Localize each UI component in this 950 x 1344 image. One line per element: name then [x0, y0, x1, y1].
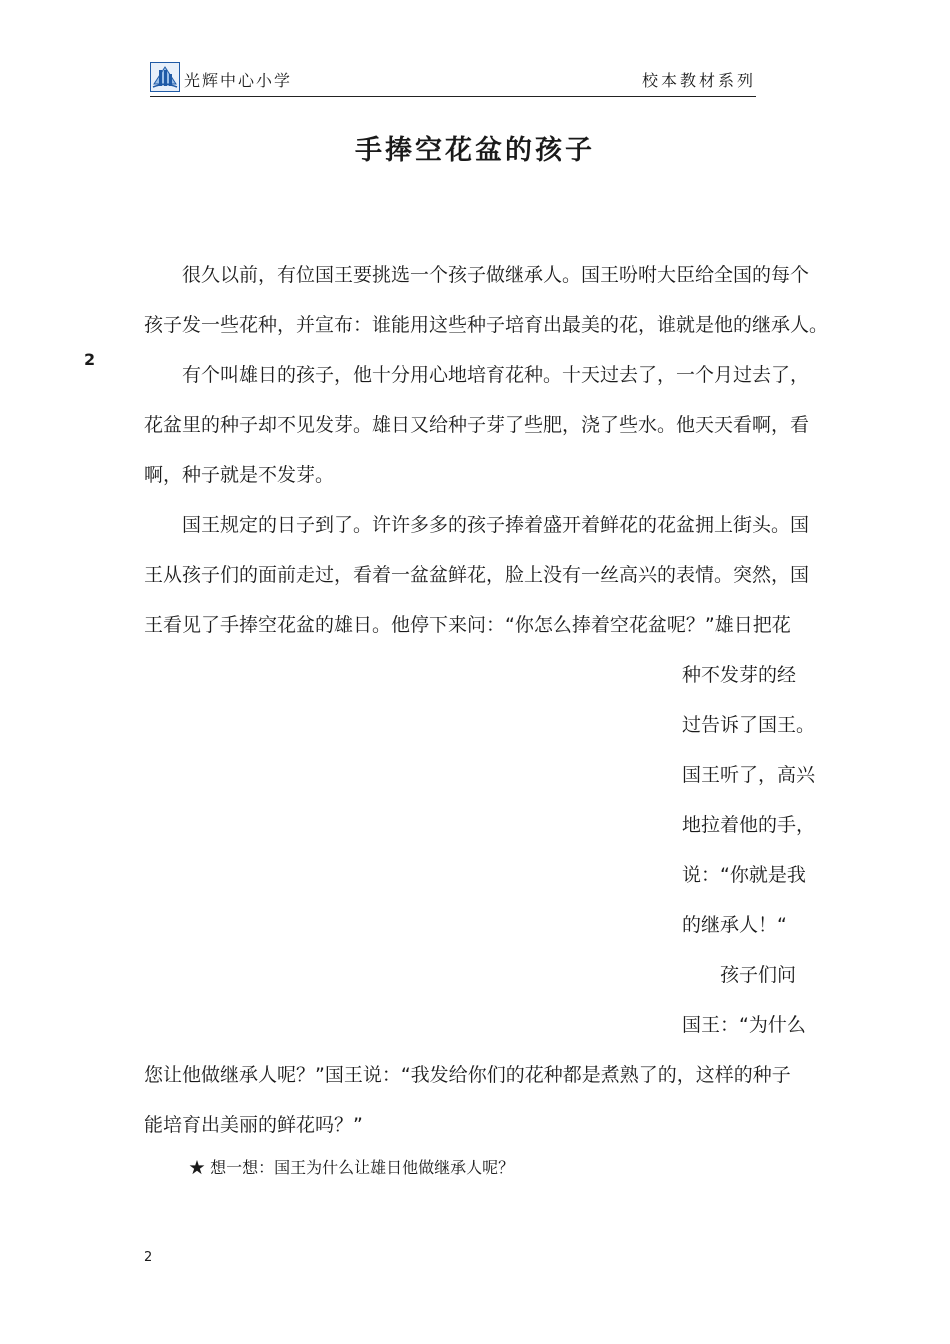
body-line: 能培育出美丽的鲜花吗？”	[144, 1114, 363, 1136]
body-line: 说：“你就是我	[682, 864, 806, 886]
body-line: 国王听了，高兴	[682, 764, 816, 786]
school-logo-icon	[150, 62, 180, 92]
series-label: 校本教材系列	[641, 71, 756, 90]
body-line: 有个叫雄日的孩子，他十分用心地培育花种。十天过去了，一个月过去了，	[182, 364, 810, 386]
school-name: 光辉中心小学	[184, 71, 293, 90]
body-line: 国王规定的日子到了。许许多多的孩子捧着盛开着鲜花的花盆拥上街头。国	[182, 514, 810, 536]
body-line: 过告诉了国王。	[682, 714, 816, 736]
page-number: 2	[144, 1250, 153, 1265]
think-prompt: ★ 想一想：国王为什么让雄日他做继承人呢？	[189, 1158, 515, 1177]
body-line: 很久以前，有位国王要挑选一个孩子做继承人。国王吩咐大臣给全国的每个	[182, 264, 810, 286]
body-line: 的继承人！“	[682, 914, 787, 936]
page-title: 手捧空花盆的孩子	[355, 135, 595, 166]
body-line: 王看见了手捧空花盆的雄日。他停下来问：“你怎么捧着空花盆呢？”雄日把花	[144, 614, 791, 636]
body-line: 地拉着他的手，	[682, 814, 816, 836]
body-line: 孩子发一些花种，并宣布：谁能用这些种子培育出最美的花，谁就是他的继承人。	[144, 314, 829, 336]
body-line: 花盆里的种子却不见发芽。雄日又给种子芽了些肥，浇了些水。他天天看啊，看	[144, 414, 810, 436]
body-line: 种不发芽的经	[682, 664, 797, 686]
body-line: 国王：“为什么	[682, 1014, 806, 1036]
body-line: 您让他做继承人呢？”国王说：“我发给你们的花种都是煮熟了的，这样的种子	[144, 1064, 791, 1086]
body-line: 王从孩子们的面前走过，看着一盆盆鲜花，脸上没有一丝高兴的表情。突然，国	[144, 564, 810, 586]
page-header	[150, 62, 770, 96]
body-line: 啊，种子就是不发芽。	[144, 464, 335, 486]
body-line: 孩子们问	[720, 964, 797, 986]
header-rule	[150, 96, 756, 97]
margin-number: 2	[84, 350, 96, 369]
